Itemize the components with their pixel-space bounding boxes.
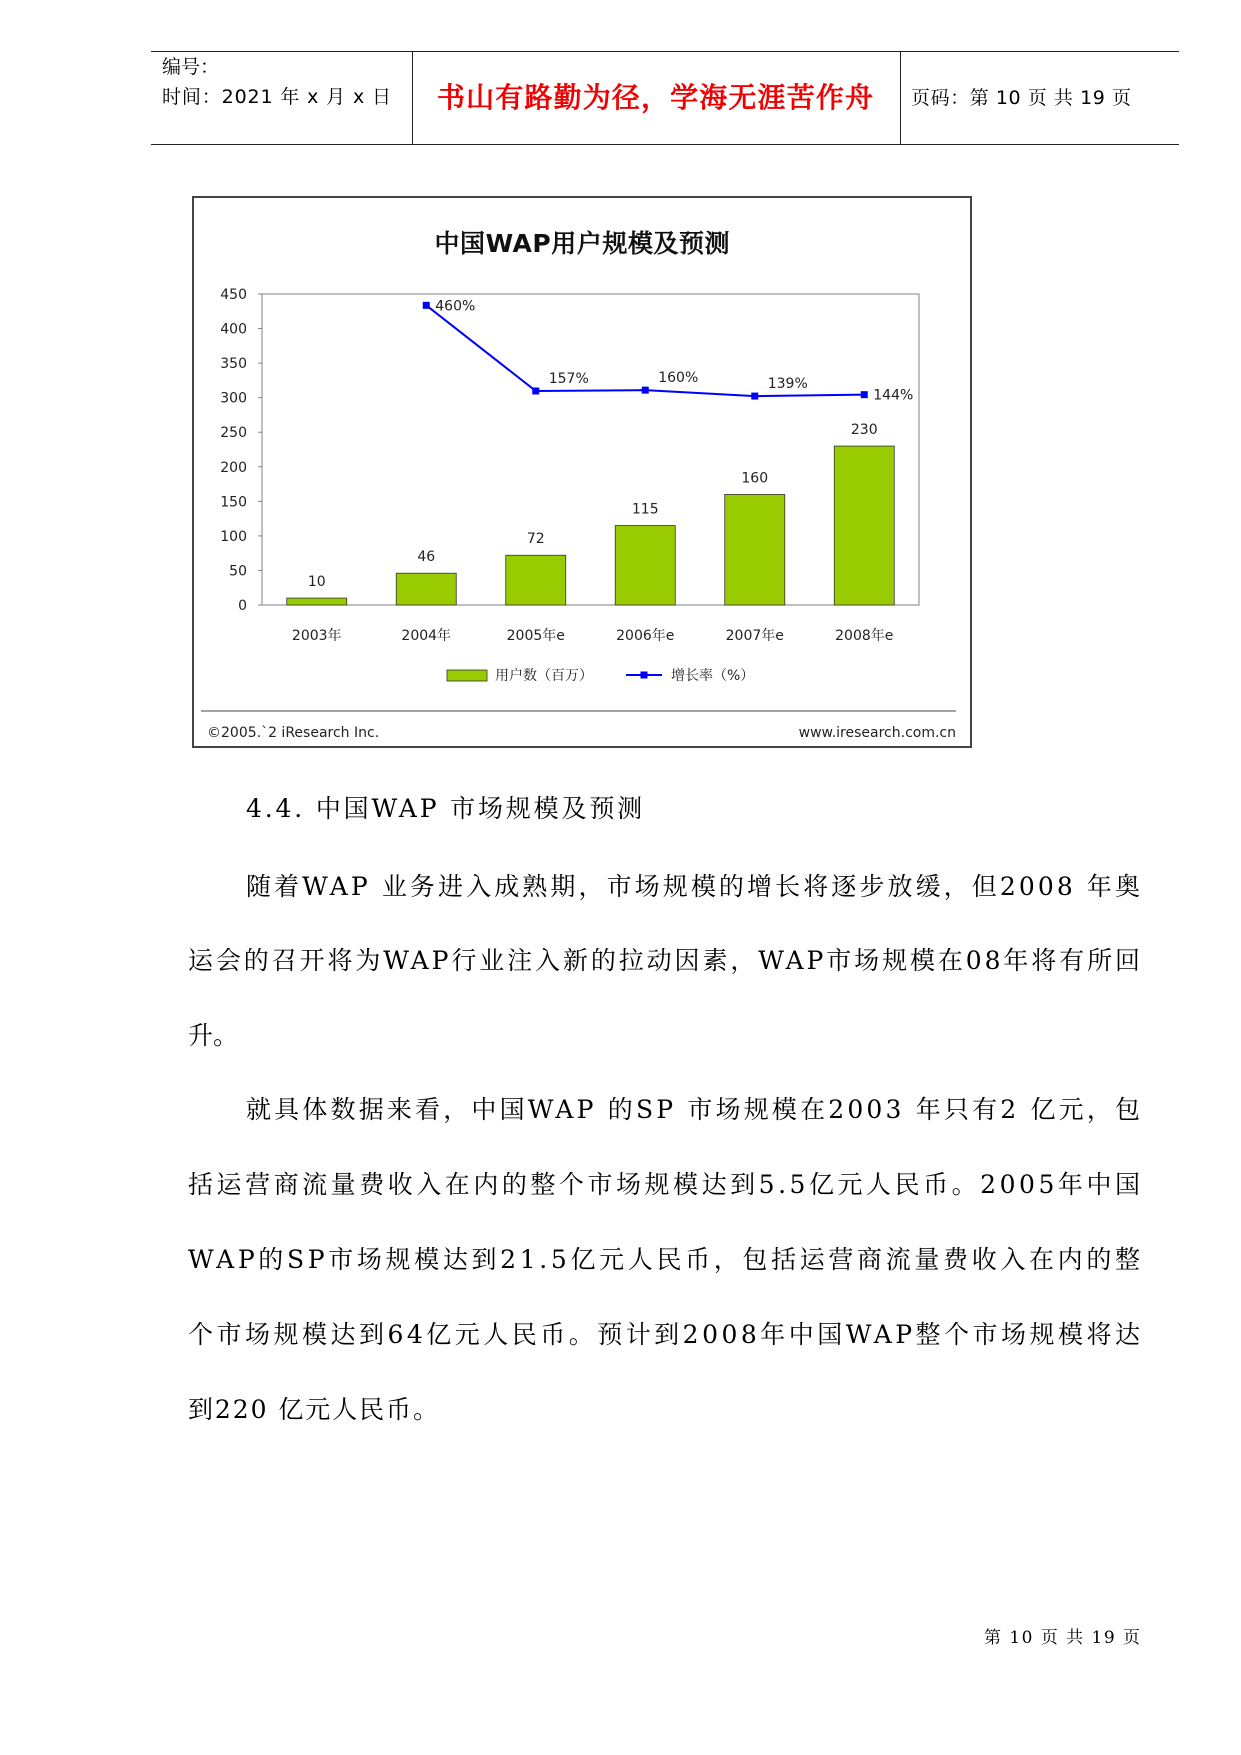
line-marker: [751, 393, 758, 400]
bar: [396, 573, 456, 605]
section-heading: [246, 794, 645, 824]
paragraph-line: [188, 946, 1143, 976]
section-heading-text: 4.4. 中国WAP 市场规模及预测: [246, 794, 645, 823]
paragraph-line-text: 升。: [188, 1021, 239, 1050]
legend-swatch-users: [447, 670, 487, 681]
bar-value-label: 160: [741, 470, 769, 487]
x-tick-label: 2003年: [291, 628, 342, 644]
paragraph-line: [188, 1320, 1144, 1350]
chart-figure: [192, 196, 972, 748]
line-value-label: 160%: [658, 370, 699, 387]
y-tick-label: 150: [220, 494, 247, 511]
y-tick-label: 300: [220, 390, 247, 407]
y-tick-label: 250: [220, 425, 247, 442]
y-tick-label: 50: [229, 563, 247, 580]
paragraph-line: [246, 1095, 1144, 1125]
line-marker: [532, 387, 539, 394]
x-tick-label: 2004年: [401, 628, 452, 644]
y-tick-label: 450: [220, 287, 247, 303]
x-tick-label: 2006年e: [616, 628, 675, 644]
paragraph-line: [188, 1395, 438, 1425]
header-divider-right: [900, 51, 901, 145]
paragraph-line-text: 随着WAP 业务进入成熟期，市场规模的增长将逐步放缓，但2008 年奥: [246, 872, 1144, 901]
bar: [615, 526, 675, 605]
paragraph-line: [188, 1170, 1144, 1200]
header-divider-left: [412, 51, 413, 145]
legend-label-users: 用户数（百万）: [495, 668, 593, 684]
paragraph-line: [246, 872, 1144, 902]
line-value-label: 139%: [767, 376, 808, 393]
paragraph-line-text: WAP的SP市场规模达到21.5亿元人民币，包括运营商流量费收入在内的整: [188, 1245, 1144, 1274]
line-value-label: 460%: [435, 298, 476, 315]
paragraph-line-text: 运会的召开将为WAP行业注入新的拉动因素，WAP市场规模在08年将有所回: [188, 946, 1143, 975]
header-motto-text: 书山有路勤为径，学海无涯苦作舟: [437, 81, 875, 114]
line-value-label: 157%: [548, 370, 589, 387]
bar-value-label: 46: [417, 549, 436, 566]
x-tick-label: 2007年e: [725, 628, 784, 644]
page-number-footer: [984, 1627, 1140, 1649]
bar: [506, 555, 566, 605]
paragraph-line-text: 个市场规模达到64亿元人民币。预计到2008年中国WAP整个市场规模将达: [188, 1320, 1144, 1349]
y-tick-label: 0: [238, 598, 247, 614]
bar-value-label: 230: [850, 422, 878, 439]
document-time-label: [162, 85, 391, 109]
paragraph-line-text: 就具体数据来看，中国WAP 的SP 市场规模在2003 年只有2 亿元，包: [246, 1095, 1144, 1124]
y-tick-label: 350: [220, 356, 247, 373]
y-tick-label: 100: [220, 528, 247, 545]
legend-label-growth: 增长率（%）: [671, 668, 755, 684]
header-top-rule: [151, 51, 1179, 52]
header-bottom-rule: [151, 144, 1179, 145]
chart-credit: ©2005.`2 iResearch Inc.: [207, 725, 380, 741]
y-tick-label: 400: [220, 321, 247, 338]
header-page-info-text: 页码：第 10 页 共 19 页: [911, 87, 1132, 109]
chart-website: www.iresearch.com.cn: [798, 725, 956, 741]
paragraph-line: [188, 1021, 288, 1051]
document-number-text: 编号：: [162, 56, 220, 78]
header-page-info: [911, 86, 1131, 110]
paragraph-line-text: 到220 亿元人民币。: [188, 1395, 440, 1424]
line-marker: [423, 302, 430, 309]
legend-swatch-growth-marker: [641, 672, 648, 679]
chart-title: 中国WAP用户规模及预测: [434, 229, 730, 258]
document-number-label: [162, 55, 219, 79]
chart-svg: [192, 196, 972, 748]
paragraph-line: [188, 1245, 1144, 1275]
line-marker: [861, 391, 868, 398]
bar-value-label: 115: [631, 501, 659, 518]
document-time-text: 时间：2021 年 x 月 x 日: [162, 86, 392, 108]
line-value-label: 144%: [873, 387, 914, 404]
bar: [834, 446, 894, 605]
y-tick-label: 200: [220, 459, 247, 476]
bar: [725, 494, 785, 605]
bar-value-label: 72: [526, 531, 545, 548]
bar: [287, 598, 347, 605]
bar-value-label: 10: [307, 574, 326, 591]
header-motto: [437, 81, 873, 115]
page-number-text: 第 10 页 共 19 页: [984, 1628, 1142, 1648]
x-tick-label: 2005年e: [506, 628, 565, 644]
x-tick-label: 2008年e: [835, 628, 894, 644]
paragraph-line-text: 括运营商流量费收入在内的整个市场规模达到5.5亿元人民币。2005年中国: [188, 1170, 1144, 1199]
line-marker: [642, 387, 649, 394]
